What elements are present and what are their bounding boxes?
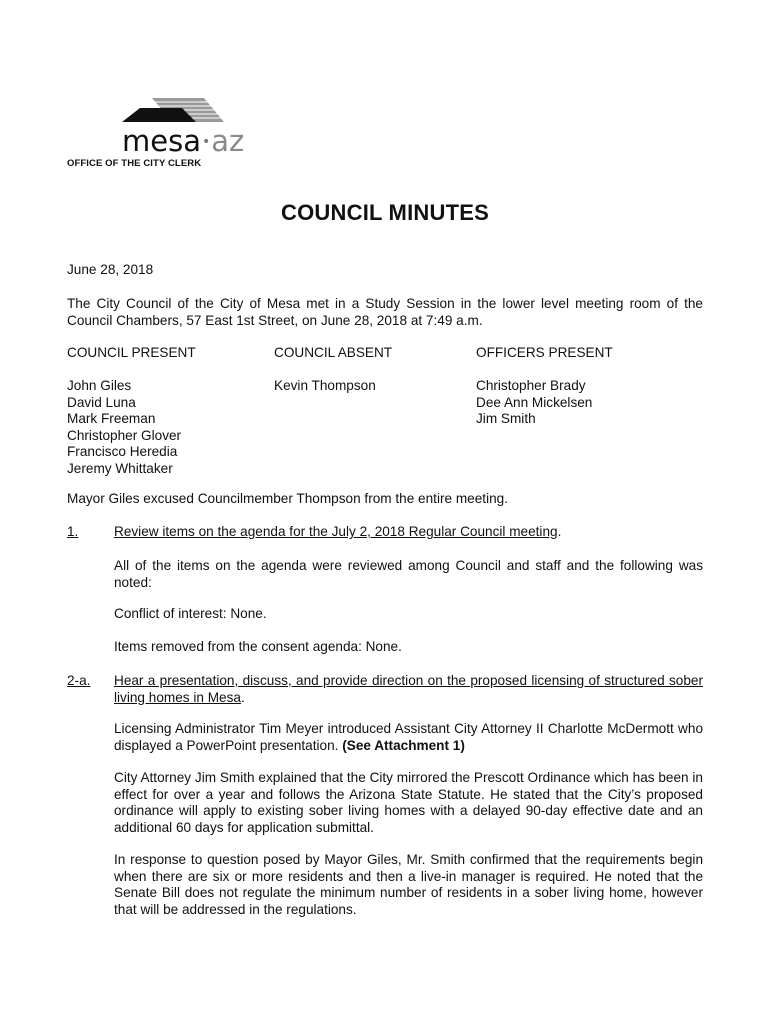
item-1-paragraph-3: Items removed from the consent agenda: None.: [114, 639, 402, 654]
list-item: Francisco Heredia: [67, 444, 178, 459]
item-1-number: 1.: [67, 524, 79, 539]
council-absent-header: COUNCIL ABSENT: [274, 345, 393, 360]
list-item: Christopher Glover: [67, 427, 182, 443]
office-label: OFFICE OF THE CITY CLERK: [67, 158, 202, 169]
list-item: Jim Smith: [476, 411, 536, 426]
item-2a-heading: Hear a presentation, discuss, and provide direction on the proposed licensing of structured sober living homes in Mesa.: [114, 673, 703, 705]
excused-note: Mayor Giles excused Councilmember Thompson from the entire meeting.: [67, 491, 508, 506]
council-present-header: COUNCIL PRESENT: [67, 345, 196, 360]
item-2a-paragraph-2: City Attorney Jim Smith explained that the City mirrored the Prescott Ordinance which has been in effect for over a year and follows the Arizona State Statute. He stated that the City’s proposed ordinance will apply to existing sober living homes with a delayed 90-day effective date and an additional 60 days for application submittal.: [114, 770, 703, 835]
item-1-paragraph-1: All of the items on the agenda were reviewed among Council and staff and the following was noted:: [114, 558, 703, 590]
list-item: Christopher Brady: [476, 378, 586, 393]
council-present-list: [67, 378, 181, 477]
logo-wordmark: mesa•az: [122, 124, 245, 158]
mesa-az-logo: [112, 96, 252, 160]
meeting-date: June 28, 2018: [67, 262, 154, 277]
council-absent-list: [274, 378, 376, 395]
list-item: Kevin Thompson: [274, 378, 376, 393]
list-item: Dee Ann Mickelsen: [476, 394, 593, 410]
intro-paragraph: The City Council of the City of Mesa met in a Study Session in the lower level meeting room of the Council Chambers, 57 East 1st Street, on June 28, 2018 at 7:49 a.m.: [67, 296, 703, 328]
item-1-heading: Review items on the agenda for the July 2, 2018 Regular Council meeting.: [114, 524, 562, 539]
item-1-paragraph-2: Conflict of interest: None.: [114, 606, 267, 621]
item-2a-paragraph-1: Licensing Administrator Tim Meyer introduced Assistant City Attorney II Charlotte McDermott who displayed a PowerPoint presentation. (See Attachment 1): [114, 721, 703, 753]
officers-present-header: OFFICERS PRESENT: [476, 345, 613, 360]
list-item: Jeremy Whittaker: [67, 460, 173, 476]
list-item: John Giles: [67, 378, 132, 393]
item-2a-number: 2-a.: [67, 673, 91, 688]
officers-present-list: [476, 378, 592, 428]
document-title: COUNCIL MINUTES: [281, 200, 489, 225]
list-item: David Luna: [67, 394, 136, 410]
item-2a-paragraph-3: In response to question posed by Mayor Giles, Mr. Smith confirmed that the requirements begin when there are six or more residents and then a live-in manager is required. He noted that the Senate Bill does not regulate the minimum number of residents in a sober living home, however that will be addressed in the regulations.: [114, 852, 703, 917]
list-item: Mark Freeman: [67, 411, 156, 426]
